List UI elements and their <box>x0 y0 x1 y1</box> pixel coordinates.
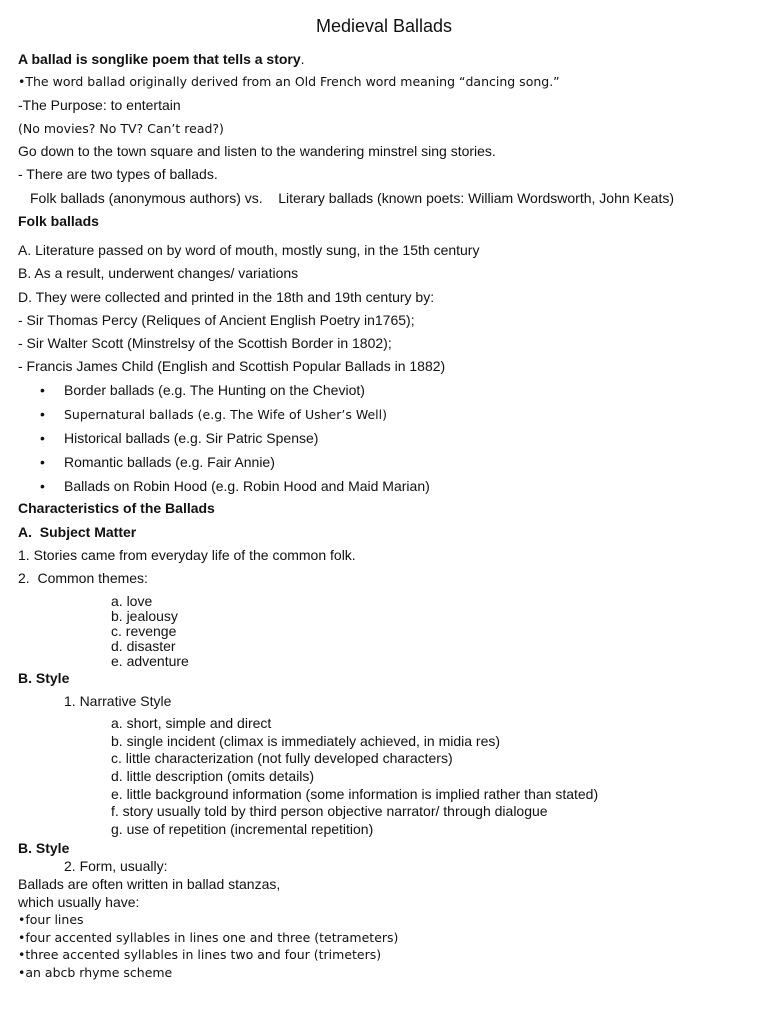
bullet-icon: • <box>40 454 45 470</box>
subject-heading: A. Subject Matter <box>18 524 137 540</box>
list-item <box>40 454 275 470</box>
list-item-text: Historical ballads (e.g. Sir Patric Spense) <box>64 430 319 446</box>
list-item <box>40 382 365 398</box>
subject-point: 1. Stories came from everyday life of the common folk. <box>18 547 356 563</box>
style-heading-2: B. Style <box>18 840 70 856</box>
folk-heading: Folk ballads <box>18 213 99 229</box>
theme-item: c. revenge <box>111 623 177 639</box>
folk-point: A. Literature passed on by word of mouth, mostly sung, in the 15th century <box>18 242 480 258</box>
style-heading: B. Style <box>18 670 70 686</box>
theme-item: d. disaster <box>111 638 176 654</box>
bullet-icon: • <box>40 382 45 398</box>
folk-point: - Sir Thomas Percy (Reliques of Ancient English Poetry in1765); <box>18 312 415 328</box>
question-line: (No movies? No TV? Can’t read?) <box>18 121 224 136</box>
origin-line: •The word ballad originally derived from an Old French word meaning “dancing song.” <box>18 74 560 89</box>
folk-point: D. They were collected and printed in the 18th and 19th century by: <box>18 289 435 305</box>
narrative-item: c. little characterization (not fully developed characters) <box>111 750 453 766</box>
page-title: Medieval Ballads <box>315 16 453 36</box>
theme-item: e. adventure <box>111 653 189 669</box>
form-heading: 2. Form, usually: <box>64 858 168 874</box>
form-line: which usually have: <box>18 894 140 910</box>
types-detail-line: Folk ballads (anonymous authors) vs. Literary ballads (known poets: William Wordsworth, John Keats) <box>30 190 675 206</box>
bullet-icon: • <box>40 478 45 494</box>
types-line: - There are two types of ballads. <box>18 166 218 182</box>
narrative-heading: 1. Narrative Style <box>64 693 172 709</box>
bullet-icon: • <box>40 406 45 422</box>
theme-item: a. love <box>111 593 153 609</box>
list-item <box>40 478 430 494</box>
list-item <box>40 406 387 423</box>
narrative-item: g. use of repetition (incremental repetition) <box>111 821 374 837</box>
narrative-item: e. little background information (some information is implied rather than stated) <box>111 786 599 802</box>
form-point: •four lines <box>18 912 84 927</box>
theme-item: b. jealousy <box>111 608 178 624</box>
narrative-item: f. story usually told by third person objective narrator/ through dialogue <box>111 803 548 819</box>
ballad-definition <box>18 51 305 67</box>
list-item-text: Ballads on Robin Hood (e.g. Robin Hood and Maid Marian) <box>64 478 430 494</box>
narrative-item: b. single incident (climax is immediately achieved, in midia res) <box>111 733 501 749</box>
list-item <box>40 430 318 446</box>
narrative-item: d. little description (omits details) <box>111 768 315 784</box>
folk-point: B. As a result, underwent changes/ variations <box>18 265 299 281</box>
list-item-text: Supernatural ballads (e.g. The Wife of Usher’s Well) <box>64 407 387 422</box>
purpose-line: -The Purpose: to entertain <box>18 97 181 113</box>
form-point: •an abcb rhyme scheme <box>18 965 173 980</box>
list-item-text: Romantic ballads (e.g. Fair Annie) <box>64 454 275 470</box>
bullet-icon: • <box>40 430 45 446</box>
form-line: Ballads are often written in ballad stanzas, <box>18 876 281 892</box>
subject-point: 2. Common themes: <box>18 570 148 586</box>
form-point: •three accented syllables in lines two and four (trimeters) <box>18 947 382 962</box>
town-line: Go down to the town square and listen to the wandering minstrel sing stories. <box>18 143 496 159</box>
folk-point: - Sir Walter Scott (Minstrelsy of the Scottish Border in 1802); <box>18 335 392 351</box>
characteristics-heading: Characteristics of the Ballads <box>18 500 215 516</box>
list-item-text: Border ballads (e.g. The Hunting on the Cheviot) <box>64 382 365 398</box>
folk-point: - Francis James Child (English and Scottish Popular Ballads in 1882) <box>18 358 446 374</box>
form-point: •four accented syllables in lines one and three (tetrameters) <box>18 930 399 945</box>
definition-text: A ballad is songlike poem that tells a story <box>18 51 301 67</box>
narrative-item: a. short, simple and direct <box>111 715 272 731</box>
definition-period: . <box>300 51 305 67</box>
